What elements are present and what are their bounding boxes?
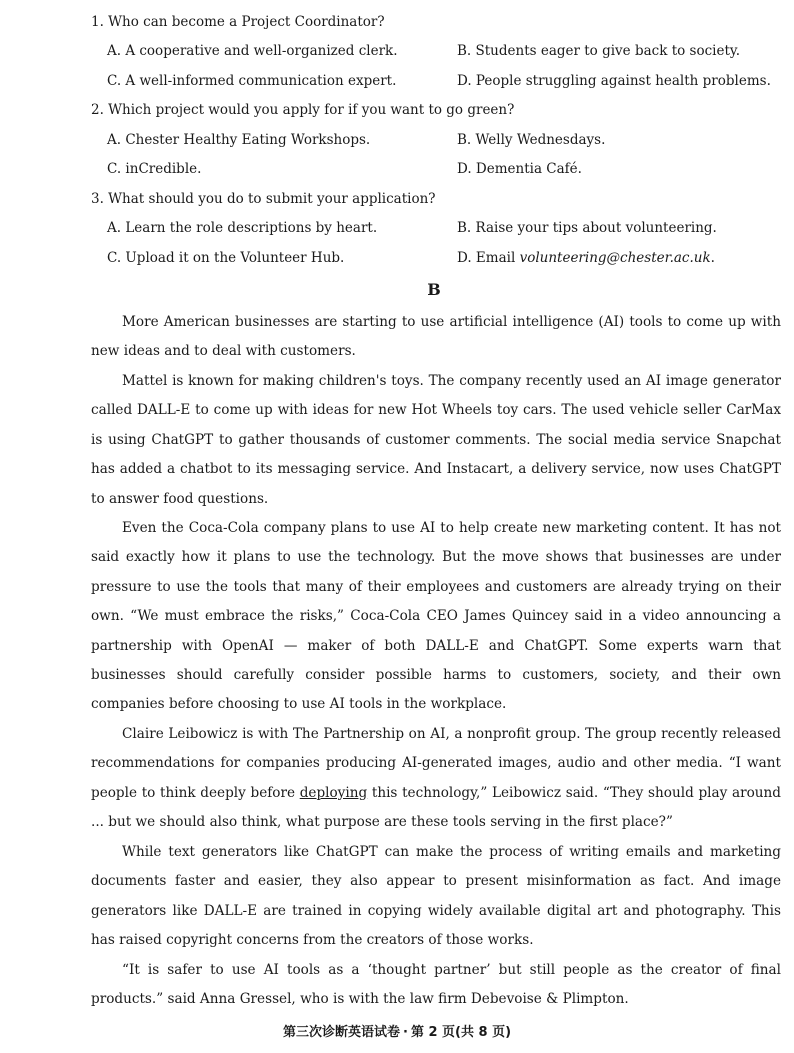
paragraph-4-text-after: this technology,” Leibowicz said. “They should play around ... but we should also think, what purpose are these tools serving in the first place?” [91,784,781,831]
question-2-option-a: A. Chester Healthy Eating Workshops. [107,132,371,148]
question-1-stem: 1. Who can become a Project Coordinator? [91,14,385,30]
question-3-option-c: C. Upload it on the Volunteer Hub. [107,250,345,266]
footer-exam-title: 第三次诊断英语试卷 [282,1025,400,1040]
paragraph-4-text-before: Claire Leibowicz is with The Partnership on AI, a nonprofit group. The group recently released recommendations for companies producing AI-generated images, audio and other media. “I want people to think deeply before [91,726,781,801]
question-1-option-d: D. People struggling against health problems. [457,73,771,89]
question-3-option-a: A. Learn the role descriptions by heart. [107,220,378,236]
underlined-word-deploying: deploying [299,784,368,801]
passage-paragraph-5: While text generators like ChatGPT can make the process of writing emails and marketing documents faster and easier, they also appear to present misinformation as fact. And image generators like DALL-E are trained in copying widely available digital art and photography. This has raised copyright concerns from the creators of those works. [91,844,781,949]
passage-paragraph-3: Even the Coca-Cola company plans to use AI to help create new marketing content. It has not said exactly how it plans to use the technology. But the move shows that businesses are under pressure to use the tools that many of their employees and customers are already trying on their own. “We must embrace the risks,” Coca-Cola CEO James Quincey said in a video announcing a partnership with OpenAI — maker of both DALL-E and ChatGPT. Some experts warn that businesses should carefully consider possible harms to customers, society, and their own companies before choosing to use AI tools in the workplace. [91,520,781,713]
question-3-option-d-prefix: D. Email [457,250,520,266]
question-1-option-c: C. A well-informed communication expert. [107,73,397,89]
question-3-option-d-suffix: . [710,250,715,266]
section-b-heading: B [427,280,441,299]
question-3-stem: 3. What should you do to submit your application? [91,191,436,207]
question-2-stem: 2. Which project would you apply for if you want to go green? [91,102,515,118]
question-2-option-c: C. inCredible. [107,161,202,177]
question-2-option-d: D. Dementia Café. [457,161,582,177]
passage-paragraph-6: “It is safer to use AI tools as a ‘thought partner’ but still people as the creator of final products.” said Anna Gressel, who is with the law firm Debevoise & Plimpton. [91,962,781,1008]
footer-separator: · [402,1025,408,1040]
footer-page-number: 第 2 页(共 8 页) [410,1025,512,1040]
question-3-option-d [457,249,715,267]
passage-paragraph-2: Mattel is known for making children's toys. The company recently used an AI image generator called DALL-E to come up with ideas for new Hot Wheels toy cars. The used vehicle seller CarMax is using ChatGPT to gather thousands of customer comments. The social media service Snapchat has added a chatbot to its messaging service. And Instacart, a delivery service, now uses ChatGPT to answer food questions. [91,373,781,507]
question-3-option-b: B. Raise your tips about volunteering. [457,220,717,236]
page-footer [0,1021,794,1040]
question-1-option-b: B. Students eager to give back to society. [457,43,741,59]
volunteering-email: volunteering@chester.ac.uk [519,250,711,266]
passage-paragraph-4 [91,720,781,838]
passage-paragraph-1: More American businesses are starting to use artificial intelligence (AI) tools to come up with new ideas and to deal with customers. [91,314,781,360]
question-1-option-a: A. A cooperative and well-organized clerk. [107,43,398,59]
question-2-option-b: B. Welly Wednesdays. [457,132,606,148]
